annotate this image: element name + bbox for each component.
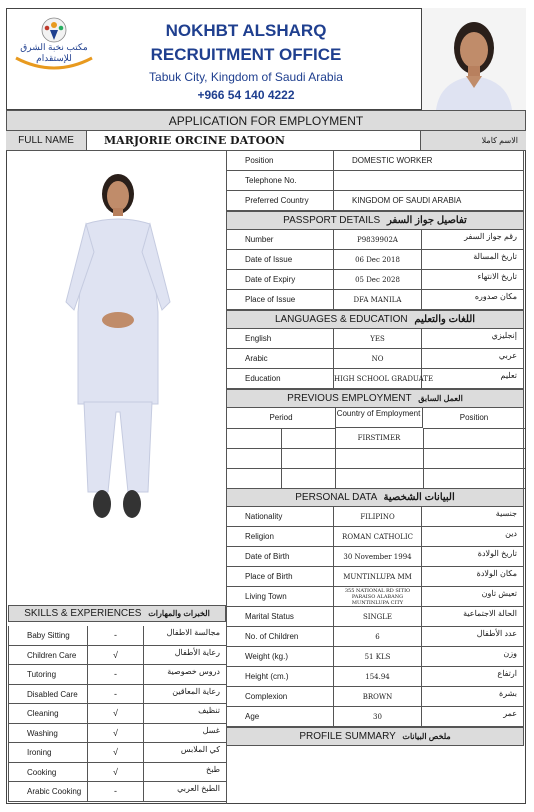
place-of-issue-ar: مكان صدوره <box>422 290 524 309</box>
place-of-issue-value: DFA MANILA <box>334 290 422 309</box>
headshot-photo <box>422 8 526 110</box>
skill-name: Disabled Care <box>8 685 88 704</box>
skills-section-header <box>8 605 226 622</box>
languages-title: LANGUAGES & EDUCATION <box>274 314 408 325</box>
passport-title-ar: تفاصيل جواز السفر <box>387 215 467 226</box>
personal-row <box>226 567 524 587</box>
skill-name-ar: طبخ <box>206 764 220 774</box>
complexion-label: Complexion <box>226 687 334 706</box>
employment-period-1a <box>227 428 282 448</box>
children-value: 6 <box>334 627 422 646</box>
english-label: English <box>226 329 334 348</box>
company-logo <box>12 16 96 74</box>
skill-name-ar: غسل <box>202 725 220 735</box>
education-ar: تعليم <box>422 369 524 388</box>
english-ar: إنجليزي <box>422 329 524 348</box>
arabic-ar: عربي <box>422 349 524 368</box>
passport-row <box>226 230 524 250</box>
telephone-value <box>334 171 524 190</box>
date-of-birth-ar: تاريخ الولادة <box>422 547 524 566</box>
skill-row <box>8 626 226 646</box>
age-label: Age <box>226 707 334 726</box>
personal-row <box>226 667 524 687</box>
skill-name-ar: دروس خصوصية <box>167 667 220 676</box>
religion-label: Religion <box>226 527 334 546</box>
language-row <box>226 349 524 369</box>
employment-section-header <box>226 389 524 408</box>
personal-row <box>226 527 524 547</box>
education-value: HIGH SCHOOL GRADUATE <box>334 369 422 388</box>
height-value: 154.94 <box>334 667 422 686</box>
languages-title-ar: اللغات والتعليم <box>414 314 476 325</box>
personal-row <box>226 627 524 647</box>
preferred-country-label: Preferred Country <box>226 191 334 210</box>
company-title-line2: RECRUITMENT OFFICE <box>150 45 342 64</box>
living-town-value: 355 NATIONAL RD SITIO PARAISO ALABANG MUNTINLUPA CITY <box>334 587 422 606</box>
marital-status-label: Marital Status <box>226 607 334 626</box>
skill-name-ar: تنظيف <box>198 706 220 715</box>
languages-section-header <box>226 310 524 329</box>
skill-mark: √ <box>88 704 144 723</box>
position-value: DOMESTIC WORKER <box>334 151 524 170</box>
preferred-country-value: KINGDOM OF SAUDI ARABIA <box>334 191 524 210</box>
place-of-birth-value: MUNTINLUPA MM <box>334 567 422 586</box>
skill-row <box>8 724 226 744</box>
skills-title-ar: الخبرات والمهارات <box>148 609 210 618</box>
skill-mark: √ <box>88 646 144 665</box>
profile-summary-title: PROFILE SUMMARY <box>299 731 396 742</box>
employment-position-2 <box>423 448 525 468</box>
employment-title-ar: العمل السابق <box>418 394 463 403</box>
skill-mark: √ <box>88 724 144 743</box>
height-label: Height (cm.) <box>226 667 334 686</box>
personal-section-header <box>226 488 524 507</box>
full-name-row <box>6 131 526 151</box>
passport-row <box>226 270 524 290</box>
date-of-issue-ar: تاريخ المسالة <box>422 250 524 269</box>
full-body-photo <box>8 152 226 604</box>
passport-row <box>226 290 524 310</box>
passport-row <box>226 250 524 270</box>
place-of-birth-ar: مكان الولادة <box>422 567 524 586</box>
employment-position-1 <box>423 428 525 448</box>
employment-col-period: Period <box>227 408 336 429</box>
employment-period-3 <box>281 468 336 488</box>
language-row <box>226 329 524 349</box>
weight-value: 51 KLS <box>334 647 422 666</box>
position-label: Position <box>226 151 334 170</box>
employment-period-2a <box>227 448 282 468</box>
personal-title: PERSONAL DATA <box>295 492 377 503</box>
skill-row <box>8 665 226 685</box>
skill-mark: - <box>88 665 144 684</box>
children-label: No. of Children <box>226 627 334 646</box>
skill-name: Tutoring <box>8 665 88 684</box>
preferred-country-row <box>226 191 524 211</box>
skill-mark: √ <box>88 743 144 762</box>
skill-row <box>8 743 226 763</box>
form-title: APPLICATION FOR EMPLOYMENT <box>6 110 526 131</box>
children-ar: عدد الأطفال <box>422 627 524 646</box>
personal-row <box>226 587 524 607</box>
age-ar: عمر <box>422 707 524 726</box>
skill-name: Baby Sitting <box>8 626 88 645</box>
skill-name-ar: الطبخ العربي <box>177 784 220 793</box>
telephone-row <box>226 171 524 191</box>
passport-title: PASSPORT DETAILS <box>283 215 381 226</box>
date-of-issue-label: Date of Issue <box>226 250 334 269</box>
personal-row <box>226 647 524 667</box>
skill-mark: - <box>88 685 144 704</box>
religion-ar: دين <box>422 527 524 546</box>
full-name-value: MARJORIE ORCINE DATOON <box>104 134 285 147</box>
nationality-label: Nationality <box>226 507 334 526</box>
personal-row <box>226 707 524 727</box>
date-of-issue-value: 06 Dec 2018 <box>334 250 422 269</box>
employment-position-3 <box>423 468 525 488</box>
logo-arabic-text: مكتب نخبة الشرق للإستقدام <box>20 42 88 63</box>
full-name-label-ar: الاسم كاملا <box>420 131 526 150</box>
company-phone: +966 54 140 4222 <box>197 88 295 102</box>
age-value: 30 <box>334 707 422 726</box>
employment-country-2 <box>335 448 424 468</box>
passport-number-label: Number <box>226 230 334 249</box>
language-row <box>226 369 524 389</box>
skill-name-ar: رعاية الأطفال <box>174 647 220 657</box>
passport-number-value: P9839902A <box>334 230 422 249</box>
living-town-label: Living Town <box>226 587 334 606</box>
weight-label: Weight (kg.) <box>226 647 334 666</box>
profile-summary-header <box>226 727 524 746</box>
personal-row <box>226 687 524 707</box>
date-of-expiry-label: Date of Expiry <box>226 270 334 289</box>
weight-ar: وزن <box>422 647 524 666</box>
personal-row <box>226 547 524 567</box>
skill-row <box>8 782 226 802</box>
education-label: Education <box>226 369 334 388</box>
marital-status-ar: الحالة الاجتماعية <box>422 607 524 626</box>
skill-row <box>8 763 226 783</box>
place-of-issue-label: Place of Issue <box>226 290 334 309</box>
skill-name: Cleaning <box>8 704 88 723</box>
english-value: YES <box>334 329 422 348</box>
company-title-line1: NOKHBT ALSHARQ <box>165 21 327 40</box>
place-of-birth-label: Place of Birth <box>226 567 334 586</box>
arabic-label: Arabic <box>226 349 334 368</box>
skill-mark: - <box>88 782 144 801</box>
header <box>6 8 422 110</box>
date-of-birth-value: 30 November 1994 <box>334 547 422 566</box>
skill-name: Cooking <box>8 763 88 782</box>
skill-row <box>8 685 226 705</box>
skill-name: Children Care <box>8 646 88 665</box>
employment-table <box>226 408 524 488</box>
employment-row <box>227 468 525 489</box>
skill-mark: - <box>88 626 144 645</box>
employment-period-1 <box>281 428 336 448</box>
marital-status-value: SINGLE <box>334 607 422 626</box>
height-ar: ارتفاع <box>422 667 524 686</box>
passport-number-ar: رقم جواز السفر <box>422 230 524 249</box>
skill-name-ar: رعاية المعاقين <box>172 686 220 696</box>
skill-mark: √ <box>88 763 144 782</box>
personal-row <box>226 607 524 627</box>
skills-title: SKILLS & EXPERIENCES <box>24 608 142 619</box>
skill-row <box>8 704 226 724</box>
employment-country-3 <box>335 468 424 488</box>
employment-period-2 <box>281 448 336 468</box>
passport-section-header <box>226 211 524 230</box>
employment-row <box>227 448 525 469</box>
religion-value: ROMAN CATHOLIC <box>334 527 422 546</box>
date-of-birth-label: Date of Birth <box>226 547 334 566</box>
complexion-ar: بشرة <box>422 687 524 706</box>
living-town-ar: تعيش تاون <box>422 587 524 606</box>
profile-summary-title-ar: ملخص البيانات <box>402 732 451 741</box>
telephone-label: Telephone No. <box>226 171 334 190</box>
position-row <box>226 151 524 171</box>
personal-title-ar: البيانات الشخصية <box>383 492 455 503</box>
employment-country-1: FIRSTIMER <box>335 428 424 448</box>
full-name-label: FULL NAME <box>6 131 87 150</box>
complexion-value: BROWN <box>334 687 422 706</box>
company-city: Tabuk City, Kingdom of Saudi Arabia <box>149 70 343 84</box>
skill-name: Ironing <box>8 743 88 762</box>
employment-row <box>227 428 525 449</box>
nationality-value: FILIPINO <box>334 507 422 526</box>
skill-name-ar: كي الملابس <box>180 745 220 754</box>
date-of-expiry-ar: تاريخ الانتهاء <box>422 270 524 289</box>
skill-name-ar: مجالسة الاطفال <box>166 628 220 637</box>
arabic-value: NO <box>334 349 422 368</box>
employment-col-country: Country of Employment <box>335 408 423 428</box>
nationality-ar: جنسية <box>422 507 524 526</box>
employment-col-position: Position <box>423 408 525 429</box>
date-of-expiry-value: 05 Dec 2028 <box>334 270 422 289</box>
skill-row <box>8 646 226 666</box>
skill-name: Washing <box>8 724 88 743</box>
employment-title: PREVIOUS EMPLOYMENT <box>287 393 412 404</box>
personal-row <box>226 507 524 527</box>
employment-period-3a <box>227 468 282 488</box>
skill-name: Arabic Cooking <box>8 782 88 801</box>
